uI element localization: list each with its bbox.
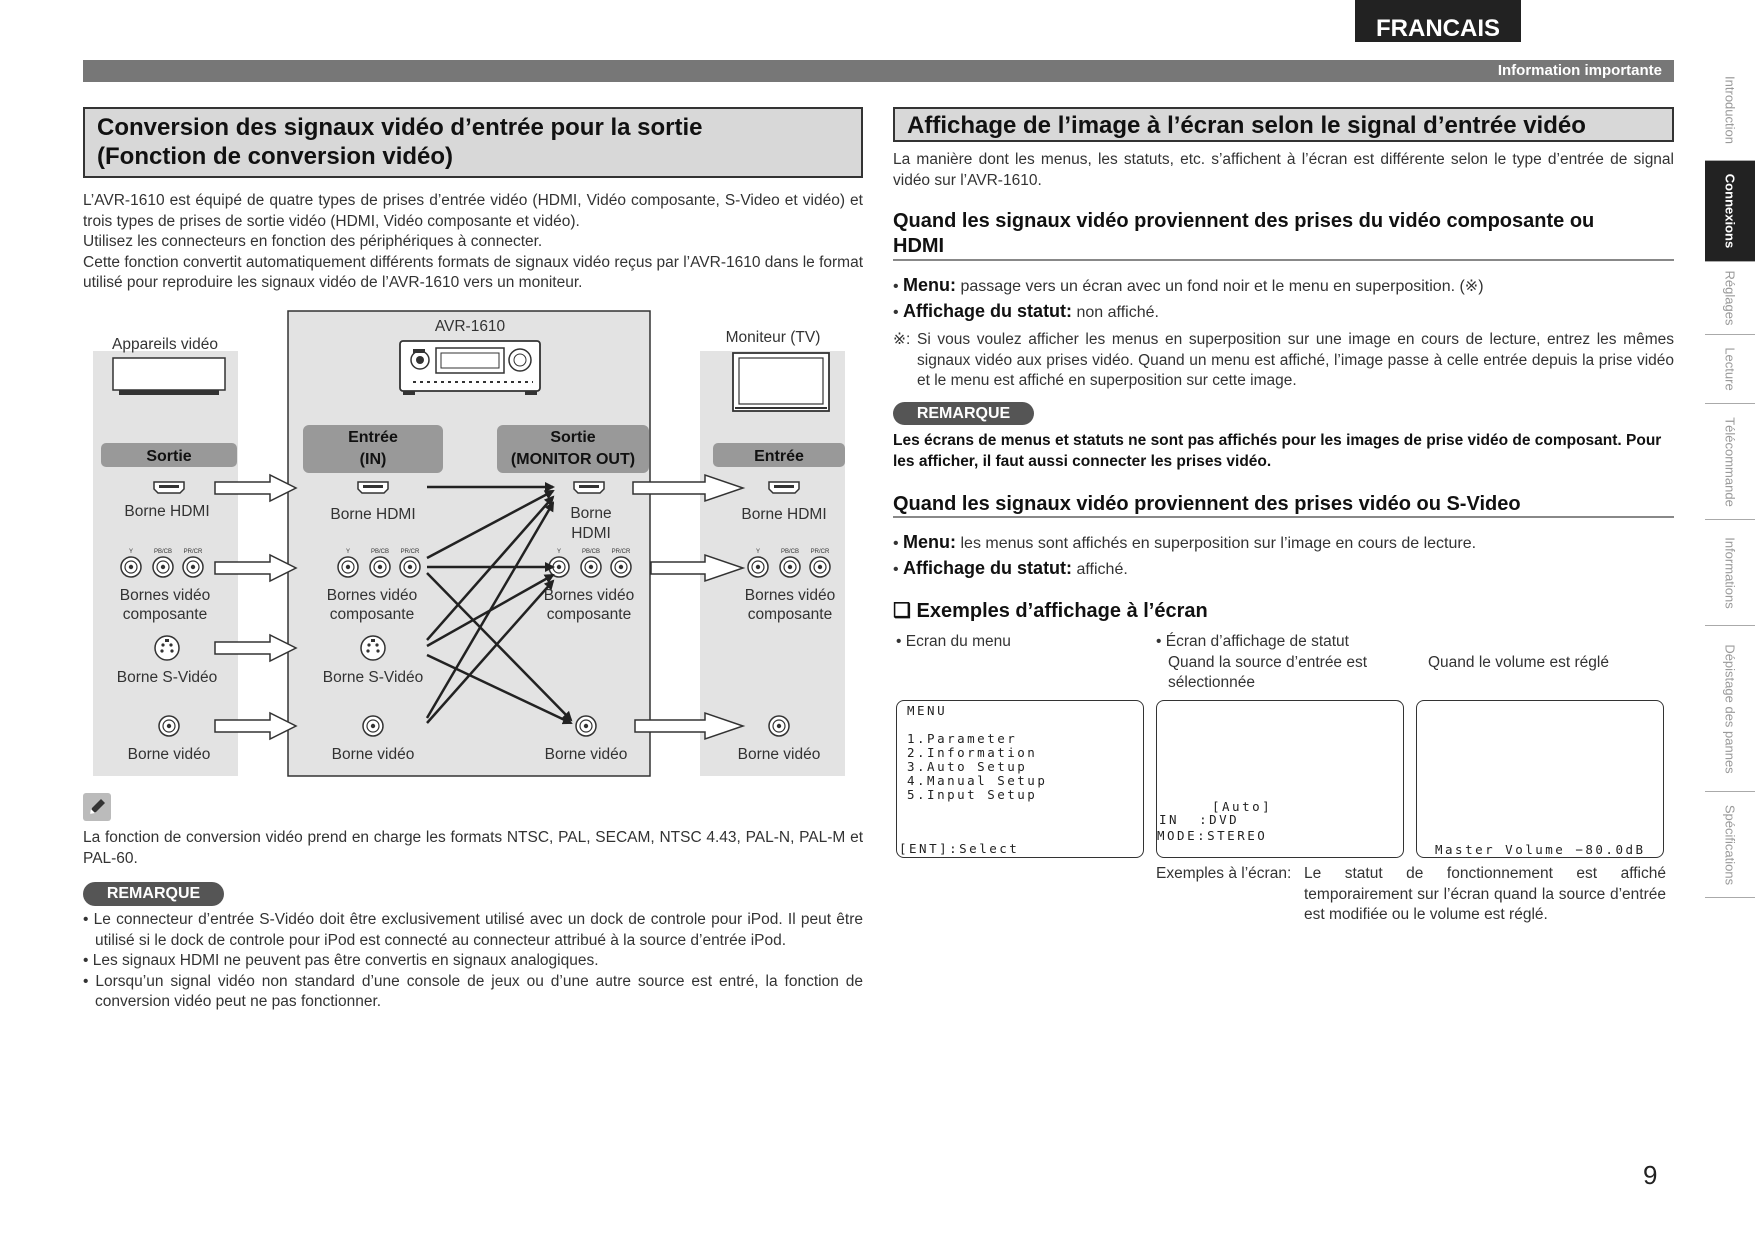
hdmi-jack-in (358, 482, 388, 493)
heading-video: Quand les signaux vidéo proviennent des prises vidéo ou S-Video (893, 492, 1674, 518)
video-device-icon (113, 358, 225, 390)
video-jack-monitor (769, 716, 789, 736)
video-jack-device (159, 716, 179, 736)
status-screen-caption: • Écran d’affichage de statut Quand la source d’entrée est sélectionnée (1156, 633, 1368, 691)
page-number: 9 (1643, 1160, 1658, 1190)
svg-text:Bornes vidéo: Bornes vidéo (119, 587, 211, 604)
svideo-jack-in (361, 636, 385, 660)
svg-text:HDMI: HDMI (571, 525, 611, 542)
svg-text:Borne: Borne (570, 505, 612, 522)
hdmi-jack-monitor (769, 482, 799, 493)
list-item: • Affichage du statut: non affiché. (893, 301, 1159, 321)
tab-lecture[interactable]: Lecture (1705, 335, 1755, 404)
svg-text:Entrée: Entrée (348, 429, 398, 446)
svg-text:PB/CB: PB/CB (370, 549, 390, 555)
list-item: • Menu: passage vers un écran avec un fond noir et le menu en superposition. (※) (893, 275, 1484, 295)
svg-text:Borne S-Vidéo: Borne S-Vidéo (322, 669, 424, 686)
svg-text:Borne vidéo: Borne vidéo (331, 746, 415, 763)
svg-text:Sortie: Sortie (550, 429, 596, 446)
video-bullets (893, 530, 1674, 582)
right-intro: La manière dont les menus, les statuts, etc. s’affichent à l’écran est différente selon le type d’entrée de signal vidéo sur l’AVR-1610. (893, 151, 1674, 189)
svg-text:composante: composante (546, 606, 632, 623)
svg-text:Bornes vidéo: Bornes vidéo (326, 587, 418, 604)
svg-text:Borne vidéo: Borne vidéo (737, 746, 821, 763)
svg-text:PB/CB: PB/CB (153, 549, 173, 555)
svg-text:composante: composante (329, 606, 415, 623)
list-item: • Lorsqu’un signal vidéo non standard d’une console de jeux ou d’une autre source est entré, la fonction de conversion vidéo peut ne pas fonctionner. (83, 972, 864, 1010)
svg-text:composante: composante (747, 606, 833, 623)
list-item: • Le connecteur d’entrée S-Vidéo doit être exclusivement utilisé avec un dock de controle pour iPod. Il peut être utilisé si le dock de controle pour iPod est connecté au connecteur attribué à la source d’entrée iPod. (83, 911, 864, 949)
menu-screen: MENU 1.Parameter 2.Information 3.Auto Setup 4.Manual Setup 5.Input Setup [ENT]:Select (896, 700, 1144, 858)
svg-text:Y: Y (556, 549, 562, 555)
svg-text:(MONITOR OUT): (MONITOR OUT) (510, 451, 636, 468)
list-item: • Menu: les menus sont affichés en superposition sur l’image en cours de lecture. (893, 532, 1477, 552)
video-jack-in (363, 716, 383, 736)
svg-text:Y: Y (755, 549, 761, 555)
svg-text:PR/CR: PR/CR (400, 549, 420, 555)
tab-reglages[interactable]: Réglages (1705, 262, 1755, 335)
svg-text:(IN): (IN) (359, 451, 387, 468)
svg-text:Borne HDMI: Borne HDMI (741, 506, 827, 523)
hdmi-jack-out (574, 482, 604, 493)
svg-text:Sortie: Sortie (146, 448, 192, 465)
example-explanation: Exemples à l’écran: Le statut de fonctionnement est affiché temporairement sur l’écran quand la source d’entrée est modifiée ou le volume est réglé. (1156, 865, 1666, 923)
video-conversion-diagram (83, 305, 873, 780)
svideo-jack-device (155, 636, 179, 660)
menu-screen-caption: • Ecran du menu (896, 633, 1011, 650)
monitor-label: Moniteur (TV) (725, 329, 821, 346)
left-intro: L’AVR-1610 est équipé de quatre types de prises d’entrée vidéo (HDMI, Vidéo composante, S-Video et vidéo) et trois types de prises de sortie vidéo (HDMI, Vidéo composante et vidéo). Utilisez les connecteurs en fonction des périphériques à connecter. Cette fonction convertit automatiquement différents formats de signaux vidéo reçus par l’AVR-1610 dans le format utilisé pour reproduire les signaux vidéo de l’AVR-1610 vers un moniteur. (83, 192, 864, 291)
side-tabs (1705, 60, 1755, 898)
svg-text:Borne S-Vidéo: Borne S-Vidéo (116, 669, 218, 686)
svg-text:PR/CR: PR/CR (183, 549, 203, 555)
section-bar: Information importante (83, 60, 1674, 82)
remarque-badge-right: REMARQUE (893, 402, 1034, 425)
reference-note: ※: Si vous voulez afficher les menus en superposition sur une image en cours de lecture, entrez les mêmes signaux vidéo aux prises vidéo. Quand un menu est affiché, l’image passe à celle entrée depuis la prise vidéo et le menu est affiché en superposition sur cette image. (893, 331, 1674, 389)
tab-telecommande[interactable]: Télécommande (1705, 404, 1755, 520)
svg-text:Borne vidéo: Borne vidéo (544, 746, 628, 763)
list-item: • Affichage du statut: affiché. (893, 558, 1128, 578)
svg-text:Entrée: Entrée (754, 448, 804, 465)
left-remarques (83, 910, 863, 1013)
svg-text:Y: Y (128, 549, 134, 555)
svg-text:Borne HDMI: Borne HDMI (124, 503, 210, 520)
conversion-note: La fonction de conversion vidéo prend en charge les formats NTSC, PAL, SECAM, NTSC 4.43, PAL-N, PAL-M et PAL-60. (83, 829, 863, 867)
receiver-label: AVR-1610 (434, 318, 506, 335)
examples-title: ❑ Exemples d’affichage à l’écran (893, 600, 1208, 622)
tab-depistage[interactable]: Dépistage des pannes (1705, 626, 1755, 792)
svg-text:PR/CR: PR/CR (810, 549, 830, 555)
tab-specifications[interactable]: Spécifications (1705, 792, 1755, 898)
list-item: • Les signaux HDMI ne peuvent pas être convertis en signaux analogiques. (83, 952, 599, 969)
receiver-icon (400, 341, 540, 395)
svg-text:Y: Y (345, 549, 351, 555)
volume-screen: Master Volume −80.0dB (1416, 700, 1664, 858)
status-screen: [Auto] IN :DVD MODE:STEREO (1156, 700, 1404, 858)
svg-text:PR/CR: PR/CR (611, 549, 631, 555)
svg-text:Bornes vidéo: Bornes vidéo (543, 587, 635, 604)
composante-bullets (893, 273, 1674, 325)
volume-screen-caption: Quand le volume est réglé (1428, 654, 1609, 671)
tab-informations[interactable]: Informations (1705, 520, 1755, 626)
svg-text:PB/CB: PB/CB (780, 549, 800, 555)
video-device-base (119, 390, 219, 395)
svg-text:Borne HDMI: Borne HDMI (330, 506, 416, 523)
svg-text:PB/CB: PB/CB (581, 549, 601, 555)
svg-text:Borne vidéo: Borne vidéo (127, 746, 211, 763)
svg-text:Bornes vidéo: Bornes vidéo (744, 587, 836, 604)
tab-introduction[interactable]: Introduction (1705, 60, 1755, 161)
svg-text:composante: composante (122, 606, 208, 623)
heading-composante: Quand les signaux vidéo proviennent des prises du vidéo composante ou HDMI (893, 209, 1674, 261)
left-section-title: Conversion des signaux vidéo d’entrée pour la sortie (Fonction de conversion vidéo) (83, 107, 863, 178)
tab-connexions[interactable]: Connexions (1705, 161, 1755, 262)
right-remarque-text: Les écrans de menus et statuts ne sont pas affichés pour les images de prise vidéo de composant. Pour les afficher, il faut aussi connecter les prises vidéo. (893, 432, 1662, 470)
language-tab: FRANCAIS (1355, 0, 1521, 42)
pencil-icon (83, 793, 111, 821)
hdmi-jack-device (154, 482, 184, 493)
device-label: Appareils vidéo (112, 336, 218, 353)
monitor-icon (733, 353, 829, 411)
remarque-badge-left: REMARQUE (83, 882, 224, 906)
video-jack-out (576, 716, 596, 736)
right-section-title: Affichage de l’image à l’écran selon le signal d’entrée vidéo (893, 107, 1674, 142)
